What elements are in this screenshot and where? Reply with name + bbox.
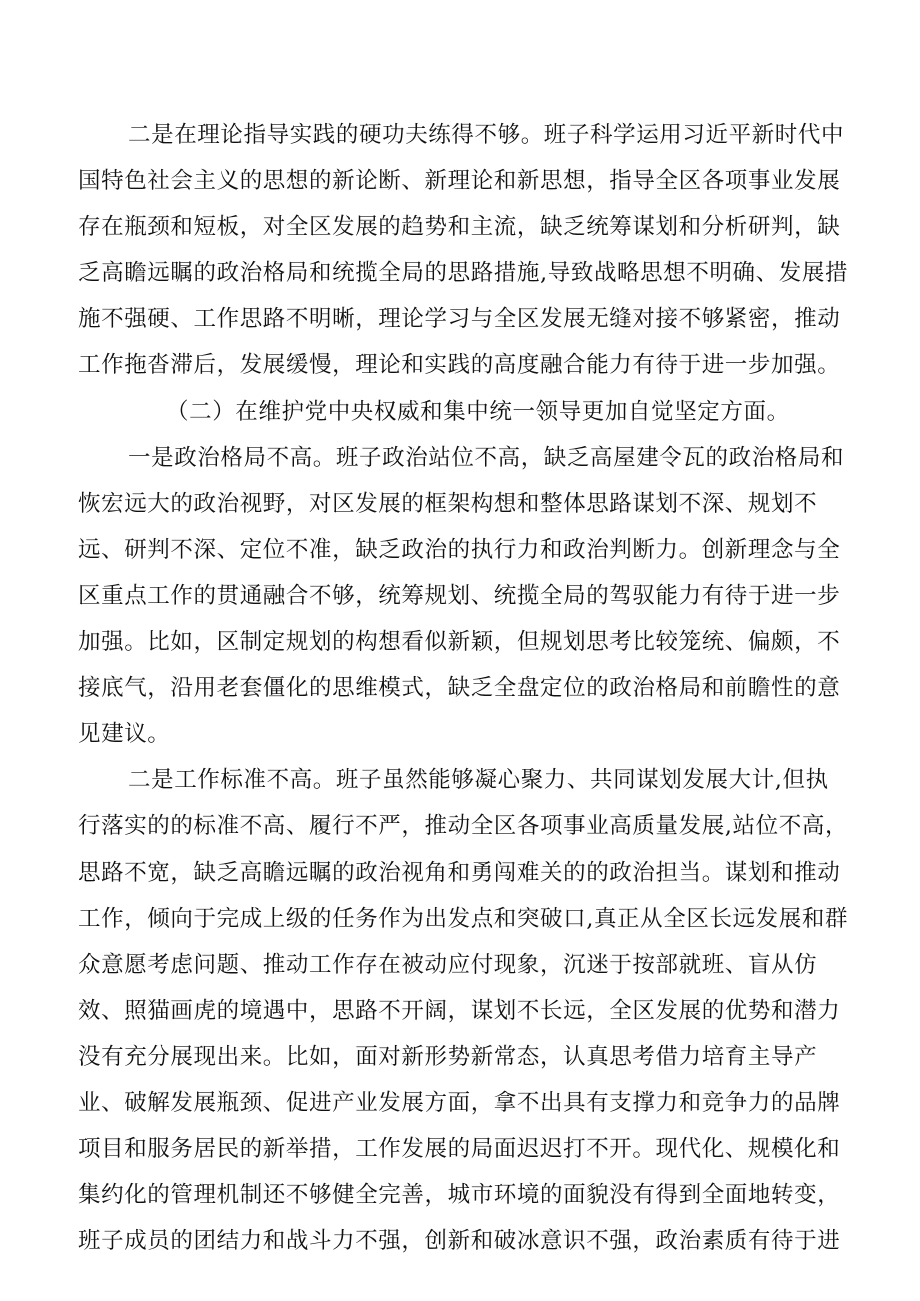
paragraph-line: 二是工作标准不高。班子虽然能够凝心聚力、共同谋划发展大计,但执 xyxy=(128,767,829,794)
paragraph-line: 项目和服务居民的新举措，工作发展的局面迟迟打不开。现代化、规模化和 xyxy=(78,1136,841,1163)
paragraph-line: 业、破解发展瓶颈、促进产业发展方面，拿不出具有支撑力和竞争力的品牌 xyxy=(78,1089,841,1116)
paragraph-line: 区重点工作的贯通融合不够，统筹规划、统揽全局的驾驭能力有待于进一步 xyxy=(78,582,841,609)
paragraph-line: 接底气，沿用老套僵化的思维模式，缺乏全盘定位的政治格局和前瞻性的意 xyxy=(78,675,841,702)
paragraph-line: 工作拖沓滞后，发展缓慢，理论和实践的高度融合能力有待于进一步加强。 xyxy=(78,352,841,379)
paragraph-line: 工作，倾向于完成上级的任务作为出发点和突破口,真正从全区长远发展和群 xyxy=(78,905,849,932)
paragraph-line: 国特色社会主义的思想的新论断、新理论和新思想，指导全区各项事业发展 xyxy=(78,168,841,195)
paragraph-line: 二是在理论指导实践的硬功夫练得不够。班子科学运用习近平新时代中 xyxy=(128,122,845,148)
paragraph-line: 远、研判不深、定位不准，缺乏政治的执行力和政治判断力。创新理念与全 xyxy=(78,536,841,563)
paragraph-line: 一是政治格局不高。班子政治站位不高，缺乏高屋建令瓦的政治格局和 xyxy=(128,444,845,471)
paragraph-line: 思路不宽，缺乏高瞻远瞩的政治视角和勇闯难关的的政治担当。谋划和推动 xyxy=(78,859,841,886)
paragraph-line: 集约化的管理机制还不够健全完善，城市环境的面貌没有得到全面地转变， xyxy=(78,1182,841,1209)
paragraph-line: 施不强硬、工作思路不明晰，理论学习与全区发展无缝对接不够紧密，推动 xyxy=(78,306,841,333)
paragraph-line: 乏高瞻远瞩的政治格局和统揽全局的思路措施,导致战略思想不明确、发展措 xyxy=(78,260,849,287)
paragraph-line: 班子成员的团结力和战斗力不强，创新和破冰意识不强，政治素质有待于进 xyxy=(78,1228,841,1255)
paragraph-line: 没有充分展现出来。比如，面对新形势新常态，认真思考借力培育主导产 xyxy=(78,1043,818,1070)
paragraph-line: 行落实的的标准不高、履行不严，推动全区各项事业高质量发展,站位不高， xyxy=(78,813,849,840)
paragraph-line: 效、照猫画虎的境遇中，思路不开阔，谋划不长远，全区发展的优势和潜力 xyxy=(78,997,841,1024)
paragraph-line: 见建议。 xyxy=(78,721,171,748)
paragraph-line: 众意愿考虑问题、推动工作存在被动应付现象，沉迷于按部就班、盲从仿 xyxy=(78,951,818,978)
section-heading: （二）在维护党中央权威和集中统一领导更加自觉坚定方面。 xyxy=(166,398,790,425)
paragraph-line: 存在瓶颈和短板，对全区发展的趋势和主流，缺乏统筹谋划和分析研判，缺 xyxy=(78,214,841,241)
paragraph-line: 恢宏远大的政治视野，对区发展的框架构想和整体思路谋划不深、规划不 xyxy=(78,490,818,517)
document-body xyxy=(78,112,850,1264)
paragraph-line: 加强。比如，区制定规划的构想看似新颖，但规划思考比较笼统、偏颇，不 xyxy=(78,629,841,656)
